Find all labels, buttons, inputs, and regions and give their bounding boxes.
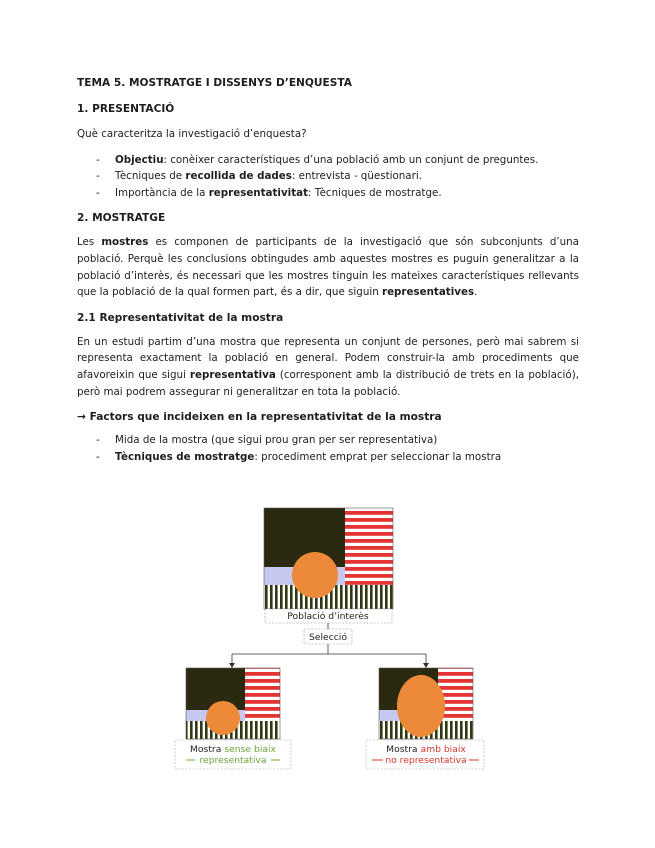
section-2-paragraph: Les mostres es componen de participants de la investigació que són subconjunts d’una població. Perquè les conclusions obtingudes amb aquestes mostres es puguin generalitzar a la població d’interès, és necessari que les mostres tinguin les mateixes característiques rellevants que la població de la qual formen part, és a dir, que siguin representatives. <box>77 236 579 299</box>
arrow-down-icon <box>229 663 235 668</box>
list-item: - Tècniques de recollida de dades: entrevista - qüestionari. <box>96 170 422 183</box>
section-1-heading: 1. PRESENTACIÓ <box>77 103 175 115</box>
population-label: Població d’interès <box>287 611 369 622</box>
biased-sample-label: Mostra amb biaix <box>386 744 466 755</box>
section-2-1-paragraph: En un estudi partim d’una mostra que representa un conjunt de persones, però mai sabrem si representa exactament la població en general. Podem construir-la amb procediments que afavoreixin que sigui representativa (corresponent amb la distribució de trets en la població), però mai podrem assegurar ni generalitzar en tota la població. <box>77 335 580 398</box>
unbiased-sample-box <box>186 668 280 739</box>
selection-connector <box>232 644 426 664</box>
section-1-question: Què caracteritza la investigació d’enquesta? <box>77 128 307 140</box>
biased-sample-box <box>379 668 473 739</box>
population-circle <box>292 552 338 598</box>
section-2-1-heading: 2.1 Representativitat de la mostra <box>77 311 284 324</box>
selection-label: Selecció <box>309 632 347 643</box>
list-item: - Tècniques de mostratge: procediment emprat per seleccionar la mostra <box>96 450 502 463</box>
biased-sample-sublabel: no representativa <box>385 755 467 766</box>
unbiased-sample-sublabel: representativa <box>199 755 267 766</box>
list-item: - Importància de la representativitat: Tècniques de mostratge. <box>96 186 442 199</box>
document-title: TEMA 5. MOSTRATGE I DISSENYS D’ENQUESTA <box>77 77 352 89</box>
arrow-right-icon: → <box>77 411 86 424</box>
unbiased-sample-label: Mostra sense biaix <box>190 744 276 755</box>
list-item: - Objectiu: conèixer característiques d’una població amb un conjunt de preguntes. <box>96 153 539 166</box>
list-item: - Mida de la mostra (que sigui prou gran per ser representativa) <box>96 434 438 447</box>
arrow-down-icon <box>423 663 429 668</box>
population-box <box>264 508 393 609</box>
section-2-heading: 2. MOSTRATGE <box>77 212 166 225</box>
factors-heading: → Factors que incideixen en la representativitat de la mostra <box>77 411 442 424</box>
